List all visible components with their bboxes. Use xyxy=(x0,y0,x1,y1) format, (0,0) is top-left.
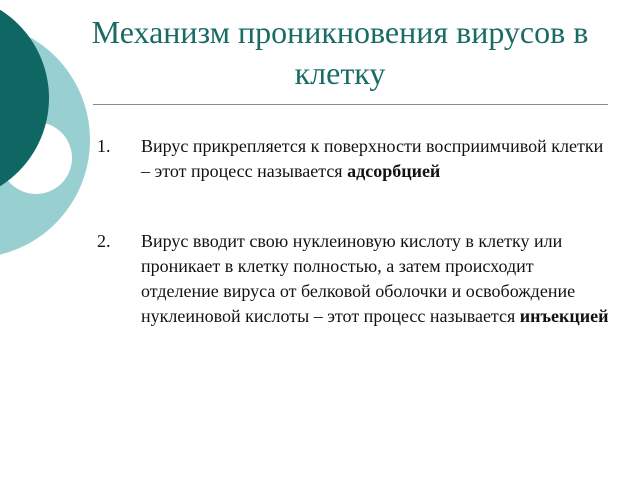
list-item-body: Вирус вводит свою нуклеиновую кислоту в клетку или проникает в клетку полностью, а затем происходит отделение вируса от белковой оболочки и освобождение нуклеиновой кислоты – этот процесс называется xyxy=(141,231,576,326)
list-item xyxy=(97,134,612,184)
list-item-term: инъекцией xyxy=(519,306,609,326)
list-item-number: 1. xyxy=(97,136,111,156)
list-item-term: адсорбцией xyxy=(347,161,441,181)
title-divider xyxy=(93,104,608,105)
list-item-body: Вирус прикрепляется к поверхности восприимчивой клетки – этот процесс называется xyxy=(141,136,604,181)
mechanism-list xyxy=(97,134,612,374)
list-item-text xyxy=(141,136,603,181)
list-item xyxy=(97,229,612,329)
list-item-number: 2. xyxy=(97,231,111,251)
slide-title: Механизм проникновения вирусов в клетку xyxy=(91,14,589,91)
list-item-text xyxy=(141,231,609,326)
